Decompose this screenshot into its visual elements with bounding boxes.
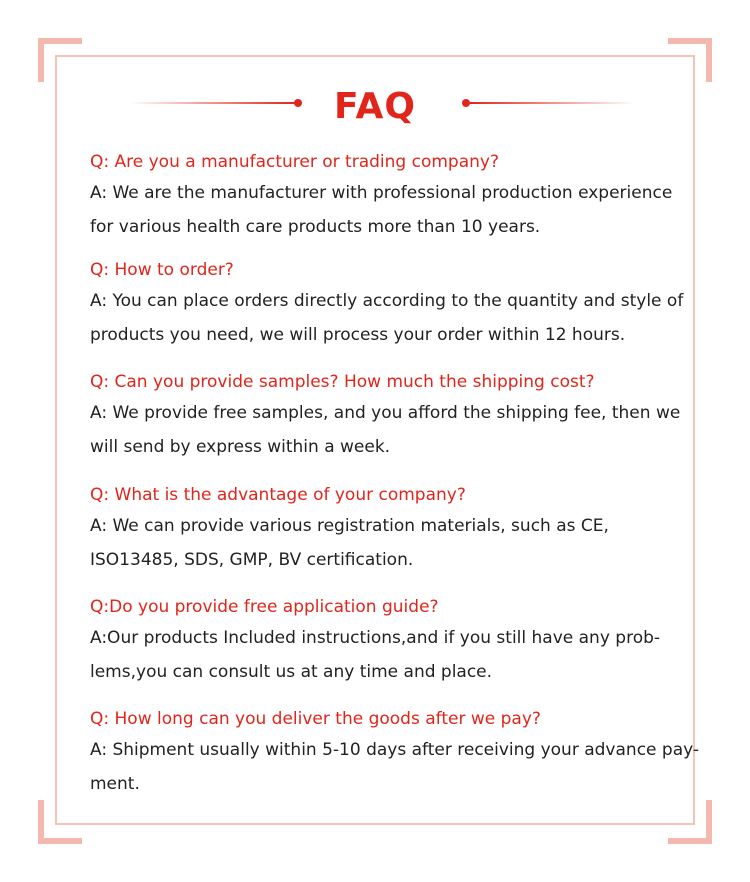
faq-answer-line: A: You can place orders directly according to the quantity and style of [90, 291, 684, 311]
faq-item [90, 483, 680, 577]
faq-answer-line: A: We can provide various registration materials, such as CE, [90, 516, 609, 536]
faq-header [0, 80, 750, 140]
faq-answer [90, 621, 680, 689]
title-dot-right [462, 99, 470, 107]
faq-answer [90, 396, 680, 464]
faq-item [90, 707, 700, 801]
faq-item [90, 595, 680, 689]
faq-answer-line: for various health care products more than 10 years. [90, 217, 541, 237]
faq-question: Q: How long can you deliver the goods after we pay? [90, 709, 541, 729]
faq-question: Q: What is the advantage of your company? [90, 485, 466, 505]
faq-question: Q: Are you a manufacturer or trading company? [90, 152, 499, 172]
faq-item [90, 370, 680, 464]
title-divider-right [470, 102, 635, 104]
faq-question: Q: Can you provide samples? How much the shipping cost? [90, 372, 595, 392]
faq-item [90, 258, 684, 352]
faq-answer-line: A:Our products Included instructions,and if you still have any prob- [90, 628, 661, 648]
faq-answer-line: lems,you can consult us at any time and place. [90, 662, 493, 682]
faq-answer [90, 284, 684, 352]
faq-answer-line: A: Shipment usually within 5-10 days after receiving your advance pay- [90, 740, 700, 760]
faq-item [90, 150, 680, 244]
faq-answer-line: ISO13485, SDS, GMP, BV certification. [90, 550, 414, 570]
faq-question: Q:Do you provide free application guide? [90, 597, 439, 617]
faq-answer [90, 509, 680, 577]
faq-answer-line: A: We are the manufacturer with professional production experience [90, 183, 673, 203]
faq-answer-line: A: We provide free samples, and you afford the shipping fee, then we [90, 403, 681, 423]
faq-answer-line: products you need, we will process your order within 12 hours. [90, 325, 626, 345]
faq-answer [90, 733, 700, 801]
page-title: FAQ [334, 86, 416, 127]
faq-answer-line: ment. [90, 774, 140, 794]
faq-answer [90, 176, 680, 244]
faq-question: Q: How to order? [90, 260, 234, 280]
faq-answer-line: will send by express within a week. [90, 437, 391, 457]
